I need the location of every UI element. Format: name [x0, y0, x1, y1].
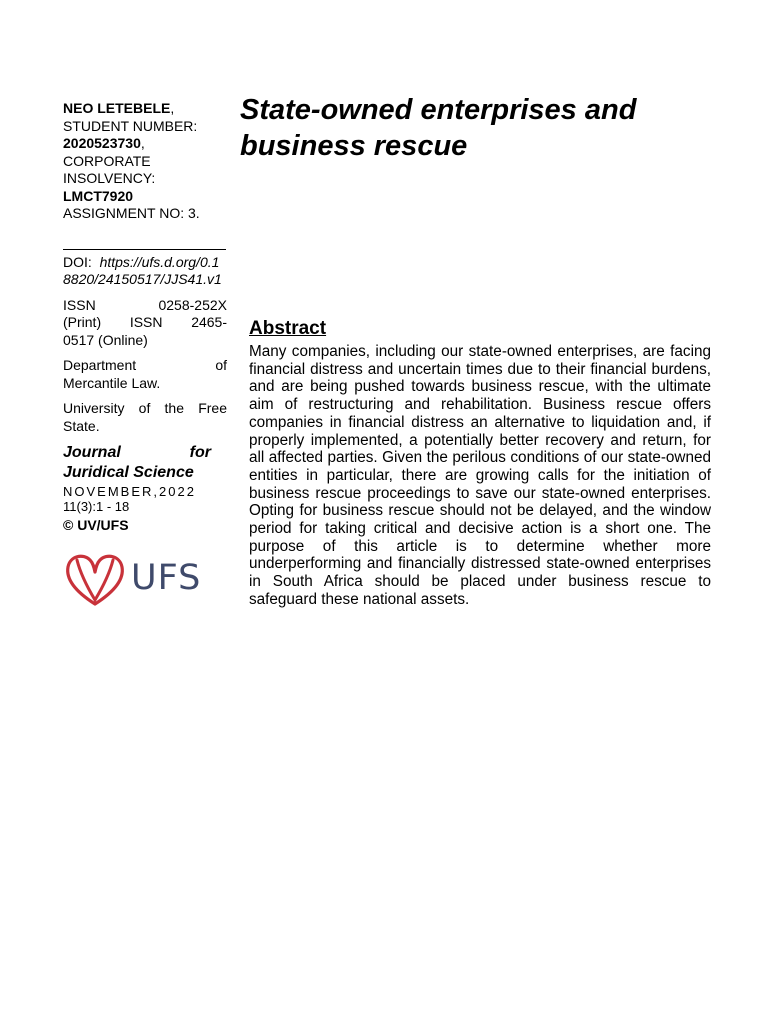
journal-word2: for [189, 444, 211, 461]
issn-print-suffix: (Print) [63, 314, 102, 330]
issn-online-label: ISSN [129, 314, 163, 330]
department [63, 357, 227, 392]
article-title: State-owned enterprises and business rescue [240, 94, 637, 162]
ufs-heart-icon [63, 550, 127, 608]
student-number-label: STUDENT NUMBER: [63, 117, 198, 134]
abstract-heading: Abstract [249, 318, 327, 339]
ufs-logo [63, 550, 227, 608]
doi-link[interactable]: https://ufs.d.org/0.18820/24150517/JJS41.v1 [63, 253, 222, 287]
university: University of the Free State. [63, 400, 227, 434]
doi-label: DOI: [63, 253, 92, 270]
doi [63, 254, 227, 289]
course-code: LMCT7920 [63, 187, 134, 204]
assignment-number: ASSIGNMENT NO: 3. [63, 205, 200, 221]
department-word: Department [63, 357, 137, 373]
divider [63, 249, 226, 250]
logo-text: UFS [131, 558, 202, 599]
department-name: Mercantile Law. [63, 374, 161, 391]
author-name: NEO LETEBELE [63, 100, 171, 116]
sidebar [63, 100, 227, 608]
course-label: CORPORATE INSOLVENCY: [63, 152, 156, 186]
abstract-body: Many companies, including our state-owned enterprises, are facing financial distress and uncertain times due to their financial burdens, and are being pushed towards business rescue, with the ultimate aim of restructuring and rehabilitation. Business rescue offers companies in financial distress an alternative to liquidation and, if properly implemented, a potentially better recovery and return, for all affected parties. Given the perilous conditions of our state-owned entities in particular, there are growing calls for the initiation of business rescue proceedings to save our state-owned enterprises. Opting for business rescue should not be delayed, and the window period for taking critical and decisive action is a short one. The purpose of this article is to determine whether more underperforming and financially distressed state-owned enterprises in South Africa should be placed under business rescue to safeguard these national assets. [249, 343, 711, 608]
journal-word1: Journal [63, 444, 121, 461]
issn-online-part2: 0517 (Online) [63, 331, 148, 348]
journal-line2: Juridical Science [63, 464, 194, 481]
journal-name [63, 443, 227, 483]
issn-online-part1: 2465- [191, 314, 227, 330]
issn-print: 0258-252X [158, 296, 227, 313]
author-info: NEO LETEBELE, STUDENT NUMBER: 2020523730, CORPORATE INSOLVENCY: LMCT7920 ASSIGNMENT NO: 3. [63, 100, 200, 221]
department-of: of [215, 357, 227, 373]
issue-date: NOVEMBER,2022 [63, 484, 196, 499]
copyright: © UV/UFS [63, 517, 129, 533]
student-number: 2020523730 [63, 135, 141, 151]
issue-pages: 11(3):1 - 18 [63, 499, 130, 514]
issn [63, 297, 227, 350]
issn-print-label: ISSN [63, 296, 96, 313]
